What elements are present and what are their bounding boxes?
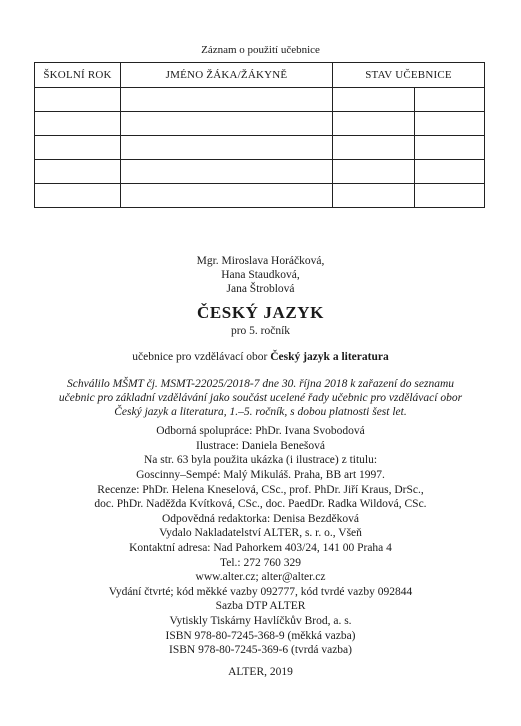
header-book-condition: STAV UČEBNICE <box>333 63 485 88</box>
credit-illustration: Ilustrace: Daniela Benešová <box>196 439 325 452</box>
table-row <box>35 88 485 112</box>
credit-isbn-hard: ISBN 978-80-7245-369-6 (tvrdá vazba) <box>169 644 352 657</box>
header-student-name: JMÉNO ŽÁKA/ŽÁKYNĚ <box>121 63 333 88</box>
table-cell[interactable] <box>121 88 333 112</box>
table-row <box>35 136 485 160</box>
credit-printer: Vytiskly Tiskárny Havlíčkův Brod, a. s. <box>169 614 352 627</box>
header-school-year: ŠKOLNÍ ROK <box>35 63 121 88</box>
table-row <box>35 160 485 184</box>
table-header-row <box>35 63 485 88</box>
credit-edition: Vydání čtvrté; kód měkké vazby 092777, kód tvrdé vazby 092844 <box>108 585 413 598</box>
table-cell[interactable] <box>121 160 333 184</box>
table-cell[interactable] <box>35 136 121 160</box>
credit-typesetting: Sazba DTP ALTER <box>215 600 306 613</box>
approval-line: Český jazyk a literatura, 1.–5. ročník, s dobou platnosti šest let. <box>114 406 407 419</box>
author-line: Mgr. Miroslava Horáčková, <box>196 255 325 267</box>
table-cell[interactable] <box>35 160 121 184</box>
credit-isbn-soft: ISBN 978-80-7245-368-9 (měkká vazba) <box>165 629 356 642</box>
credit-reviewers: Recenze: PhDr. Helena Kneselová, CSc., prof. PhDr. Jiří Kraus, DrSc., <box>97 483 424 496</box>
table-cell[interactable] <box>333 160 415 184</box>
credit-web: www.alter.cz; alter@alter.cz <box>195 571 326 584</box>
table-row <box>35 112 485 136</box>
table-cell[interactable] <box>415 184 485 208</box>
credit-publisher: Vydalo Nakladatelství ALTER, s. r. o., Všeň <box>159 527 362 540</box>
subject-prefix: učebnice pro vzdělávací obor <box>132 350 271 363</box>
credit-excerpt-source: Goscinny–Sempé: Malý Mikuláš. Praha, BB art 1997. <box>136 469 385 481</box>
book-subject <box>0 350 521 365</box>
credit-collaboration: Odborná spolupráce: PhDr. Ivana Svobodová <box>156 425 365 438</box>
table-cell[interactable] <box>35 184 121 208</box>
credit-phone: Tel.: 272 760 329 <box>220 556 301 569</box>
table-cell[interactable] <box>415 112 485 136</box>
table-cell[interactable] <box>415 136 485 160</box>
credit-address: Kontaktní adresa: Nad Pahorkem 403/24, 141 00 Praha 4 <box>129 541 392 554</box>
table-cell[interactable] <box>121 112 333 136</box>
credit-editor: Odpovědná redaktorka: Denisa Bezděková <box>161 512 360 525</box>
author-line: Jana Štroblová <box>226 283 295 296</box>
imprint-block <box>0 254 521 679</box>
table-cell[interactable] <box>333 112 415 136</box>
credit-reviewers-cont: doc. PhDr. Naděžda Kvítková, CSc., doc. PaedDr. Radka Wildová, CSc. <box>94 498 427 511</box>
table-cell[interactable] <box>415 160 485 184</box>
table-cell[interactable] <box>333 184 415 208</box>
table-cell[interactable] <box>333 136 415 160</box>
table-cell[interactable] <box>333 88 415 112</box>
table-cell[interactable] <box>121 136 333 160</box>
table-cell[interactable] <box>35 112 121 136</box>
ministry-approval <box>0 377 521 420</box>
subject-name: Český jazyk a literatura <box>270 350 389 363</box>
table-row <box>35 184 485 208</box>
book-grade: pro 5. ročník <box>230 324 291 337</box>
credit-excerpt: Na str. 63 byla použita ukázka (i ilustrace) z titulu: <box>143 454 378 467</box>
table-cell[interactable] <box>121 184 333 208</box>
approval-line: učebnic pro základní vzdělávání jako součást ucelené řady učebnic pro vzdělávací obor <box>58 391 463 404</box>
table-cell[interactable] <box>415 88 485 112</box>
author-line: Hana Staudková, <box>221 269 300 282</box>
table-cell[interactable] <box>35 88 121 112</box>
book-title: ČESKÝ JAZYK <box>196 302 325 322</box>
record-title: Záznam o použití učebnice <box>201 44 320 56</box>
approval-line: Schválilo MŠMT čj. MSMT-22025/2018-7 dne 30. října 2018 k zařazení do seznamu <box>66 377 455 390</box>
publisher-year: ALTER, 2019 <box>228 665 293 678</box>
usage-record-table <box>34 62 485 208</box>
